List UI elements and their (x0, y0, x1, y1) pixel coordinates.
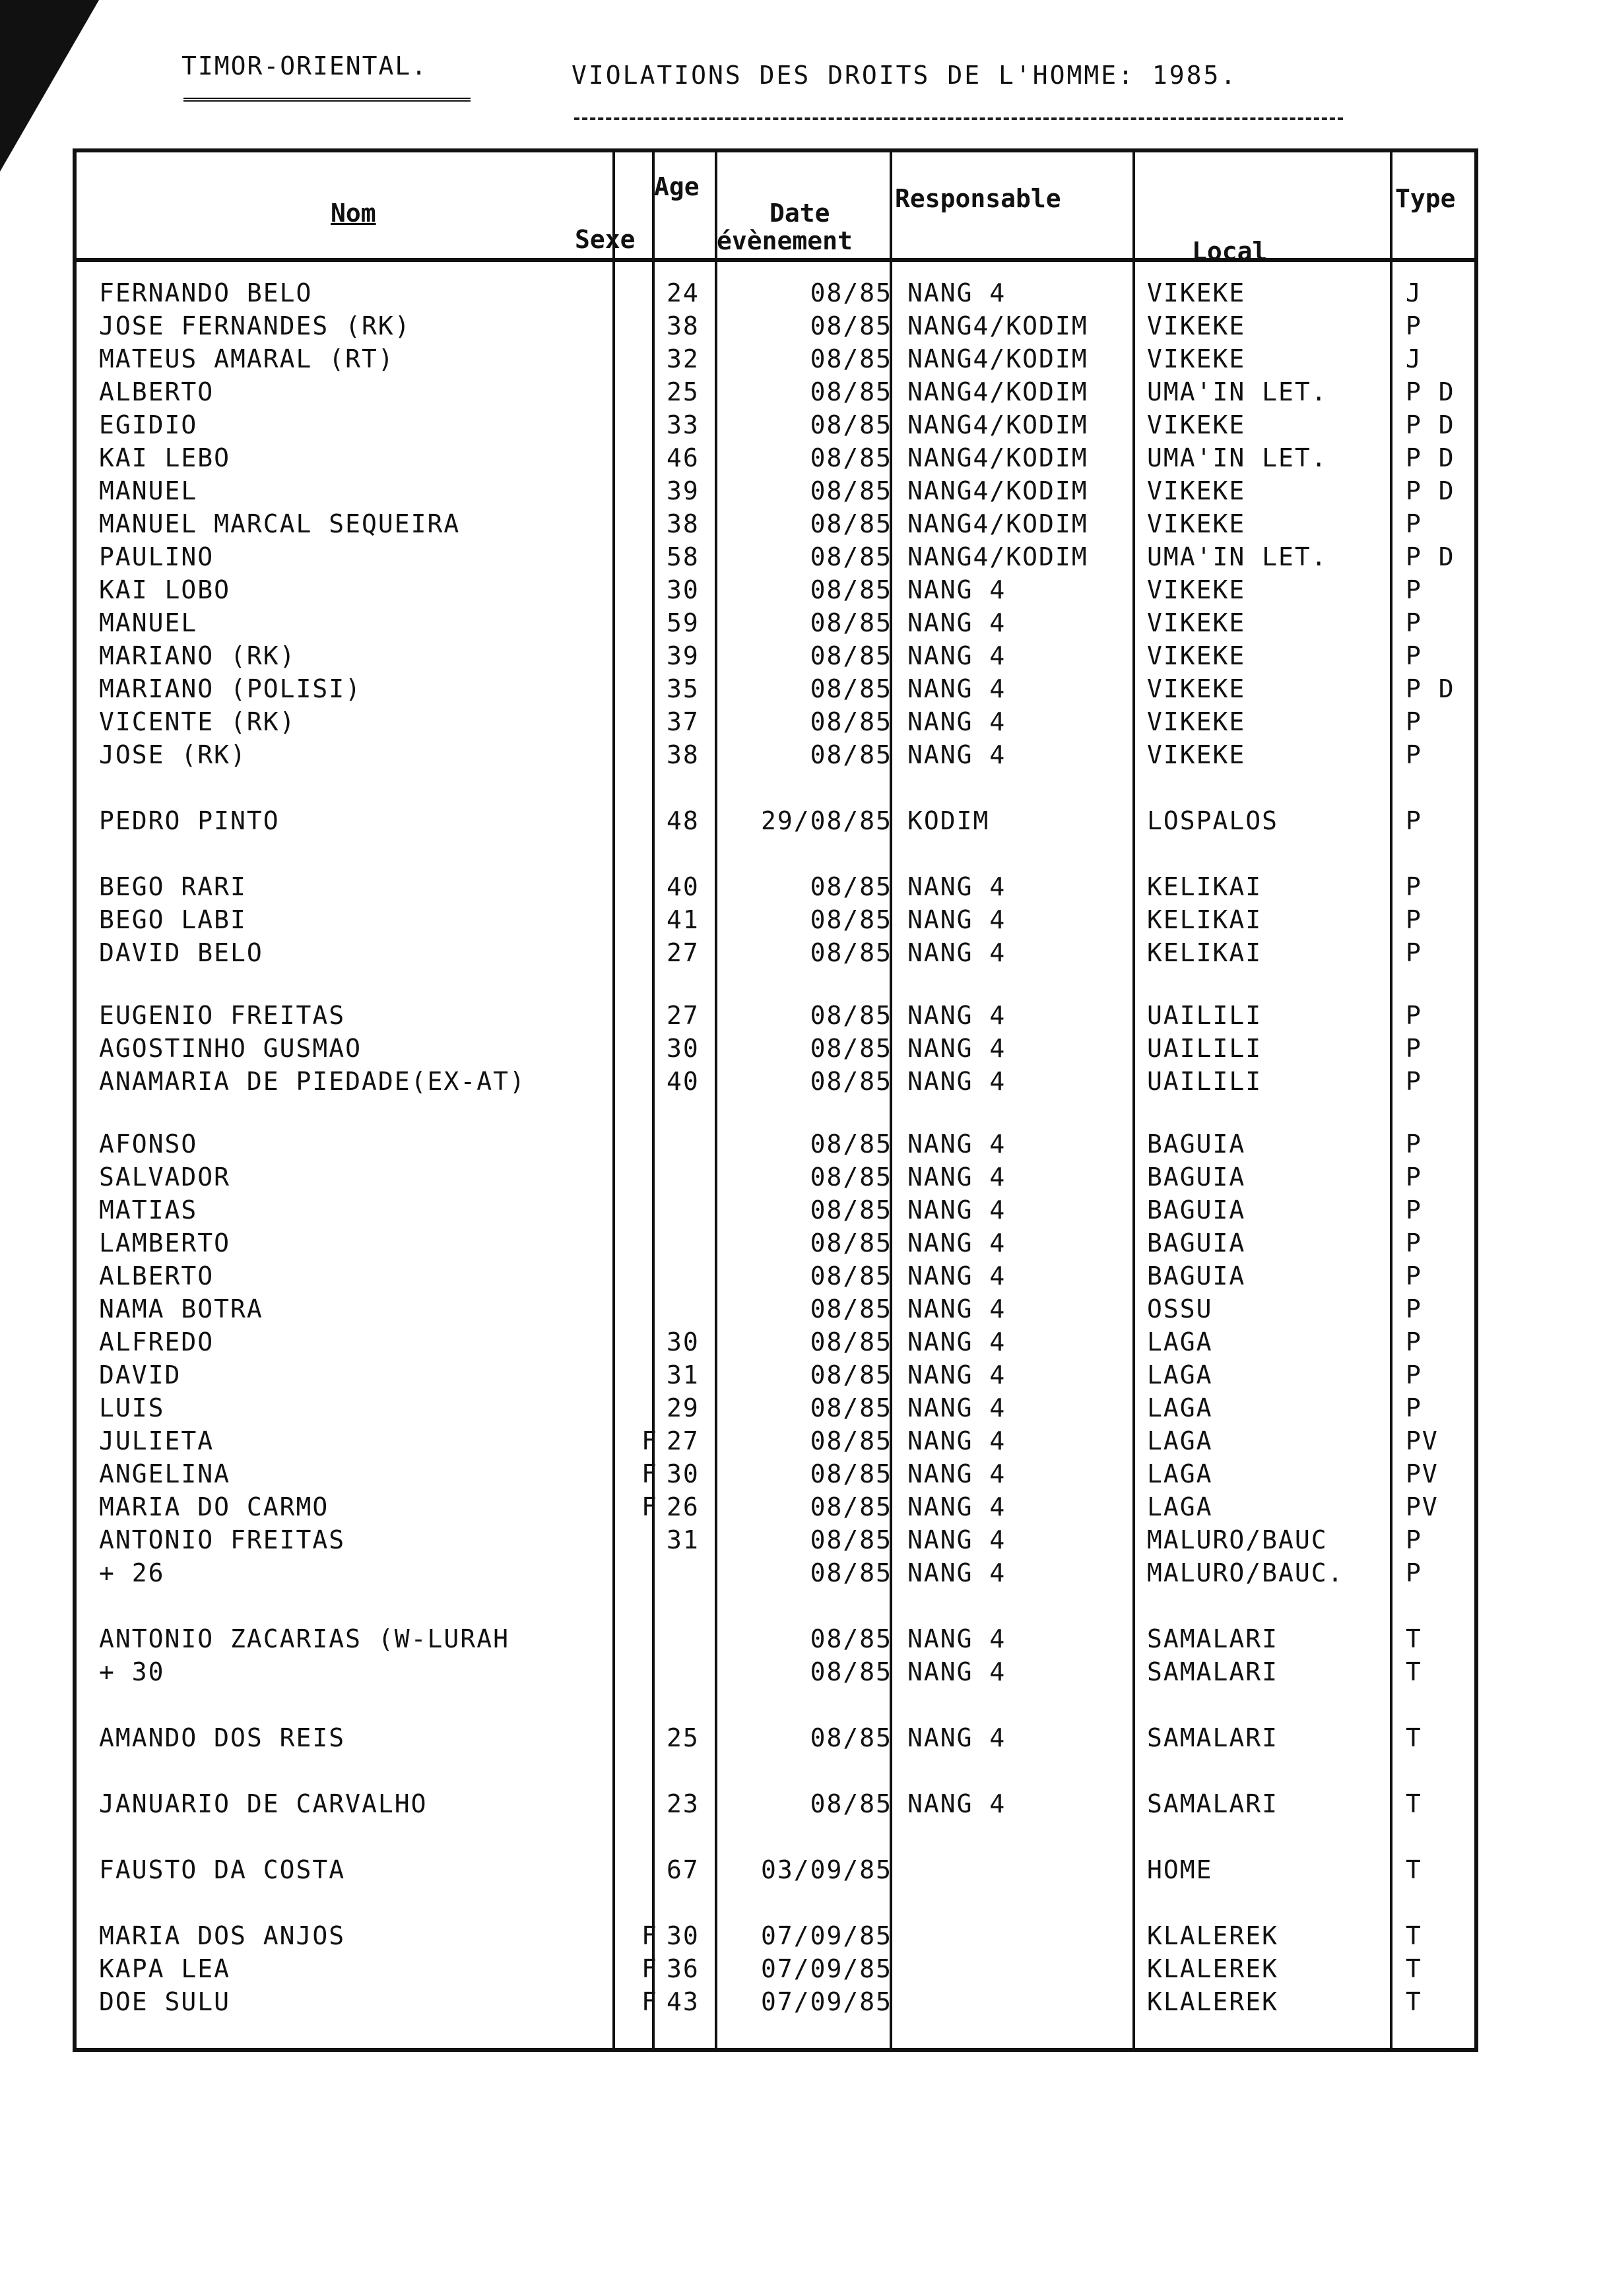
row-name: MARIA DOS ANJOS (99, 1921, 346, 1950)
row-type: P D (1406, 542, 1455, 571)
row-date: 08/85 (810, 1163, 892, 1192)
row-date: 08/85 (810, 905, 892, 934)
row-local: SAMALARI (1147, 1723, 1279, 1752)
row-local: KLALEREK (1147, 1954, 1279, 1983)
row-name: ANTONIO ZACARIAS (W-LURAH (99, 1624, 509, 1653)
row-type: PV (1406, 1459, 1439, 1488)
row-date: 08/85 (810, 377, 892, 406)
row-type: P (1406, 1034, 1422, 1063)
row-responsable: NANG 4 (907, 1034, 1006, 1063)
row-local: KELIKAI (1147, 938, 1262, 967)
row-type: P (1406, 575, 1422, 604)
row-local: VIKEKE (1147, 608, 1246, 637)
row-local: BAGUIA (1147, 1261, 1246, 1291)
row-name: DAVID BELO (99, 938, 263, 967)
row-date: 08/85 (810, 1228, 892, 1258)
row-name: KAI LEBO (99, 443, 231, 472)
row-age: 46 (667, 443, 700, 472)
row-local: VIKEKE (1147, 641, 1246, 670)
row-date: 29/08/85 (760, 806, 892, 835)
row-local: KLALEREK (1147, 1921, 1279, 1950)
row-sex: F (641, 1987, 658, 2016)
row-responsable: NANG 4 (907, 1789, 1006, 1818)
row-name: BEGO RARI (99, 872, 247, 901)
row-type: J (1406, 278, 1422, 307)
row-name: PEDRO PINTO (99, 806, 280, 835)
row-type: T (1406, 1657, 1422, 1686)
row-responsable: NANG 4 (907, 1426, 1006, 1455)
row-date: 08/85 (810, 1034, 892, 1063)
row-date: 08/85 (810, 872, 892, 901)
row-responsable: NANG 4 (907, 608, 1006, 637)
row-name: FAUSTO DA COSTA (99, 1855, 346, 1884)
row-date: 08/85 (810, 608, 892, 637)
row-age: 48 (667, 806, 700, 835)
row-name: MATEUS AMARAL (RT) (99, 344, 395, 373)
title-underline (183, 98, 471, 104)
row-age: 30 (667, 575, 700, 604)
row-name: EUGENIO FREITAS (99, 1001, 346, 1030)
row-name: EGIDIO (99, 410, 198, 439)
row-name: ALBERTO (99, 377, 214, 406)
row-date: 08/85 (810, 1789, 892, 1818)
row-date: 08/85 (810, 1393, 892, 1422)
row-date: 08/85 (810, 1360, 892, 1389)
row-local: VIKEKE (1147, 278, 1246, 307)
column-divider-sexe (652, 152, 655, 2048)
column-divider-responsable (1132, 152, 1135, 2048)
row-date: 08/85 (810, 1558, 892, 1587)
row-date: 08/85 (810, 1723, 892, 1752)
row-type: P (1406, 872, 1422, 901)
row-local: LAGA (1147, 1327, 1213, 1356)
row-name: ALBERTO (99, 1261, 214, 1291)
row-name: JOSE FERNANDES (RK) (99, 311, 411, 340)
row-date: 08/85 (810, 1492, 892, 1521)
row-name: KAPA LEA (99, 1954, 231, 1983)
row-local: HOME (1147, 1855, 1213, 1884)
row-date: 08/85 (810, 311, 892, 340)
row-date: 08/85 (810, 1294, 892, 1323)
row-local: KLALEREK (1147, 1987, 1279, 2016)
row-type: PV (1406, 1426, 1439, 1455)
row-age: 27 (667, 938, 700, 967)
row-type: P (1406, 740, 1422, 769)
row-local: VIKEKE (1147, 509, 1246, 538)
row-responsable: NANG 4 (907, 707, 1006, 736)
row-name: MARIANO (RK) (99, 641, 296, 670)
row-type: P (1406, 1130, 1422, 1159)
row-local: LOSPALOS (1147, 806, 1279, 835)
row-local: LAGA (1147, 1459, 1213, 1488)
row-local: SAMALARI (1147, 1624, 1279, 1653)
row-name: ANAMARIA DE PIEDADE(EX-AT) (99, 1067, 526, 1096)
row-responsable: NANG4/KODIM (907, 476, 1088, 505)
row-age: 67 (667, 1855, 700, 1884)
row-sex: F (641, 1492, 658, 1521)
row-date: 08/85 (810, 1327, 892, 1356)
row-responsable: NANG 4 (907, 1558, 1006, 1587)
row-name: MARIA DO CARMO (99, 1492, 329, 1521)
row-age: 24 (667, 278, 700, 307)
document-title: TIMOR-ORIENTAL. (181, 51, 428, 80)
row-local: VIKEKE (1147, 476, 1246, 505)
column-header-sexe: Sexe (575, 225, 636, 254)
row-date: 08/85 (810, 641, 892, 670)
row-responsable: NANG 4 (907, 1525, 1006, 1554)
row-local: BAGUIA (1147, 1196, 1246, 1225)
row-name: DAVID (99, 1360, 181, 1389)
row-responsable: NANG 4 (907, 1360, 1006, 1389)
row-type: T (1406, 1954, 1422, 1983)
row-date: 03/09/85 (760, 1855, 892, 1884)
row-responsable: NANG 4 (907, 872, 1006, 901)
row-name: BEGO LABI (99, 905, 247, 934)
row-responsable: NANG4/KODIM (907, 311, 1088, 340)
row-age: 39 (667, 476, 700, 505)
row-local: LAGA (1147, 1360, 1213, 1389)
row-type: P (1406, 1196, 1422, 1225)
row-age: 33 (667, 410, 700, 439)
row-name: + 26 (99, 1558, 165, 1587)
row-type: P (1406, 1228, 1422, 1258)
row-age: 30 (667, 1921, 700, 1950)
row-type: P (1406, 1525, 1422, 1554)
row-date: 08/85 (810, 410, 892, 439)
row-date: 07/09/85 (760, 1987, 892, 2016)
row-name: LAMBERTO (99, 1228, 231, 1258)
row-age: 31 (667, 1525, 700, 1554)
row-responsable: NANG 4 (907, 674, 1006, 703)
row-date: 08/85 (810, 1624, 892, 1653)
row-date: 08/85 (810, 740, 892, 769)
row-date: 08/85 (810, 1261, 892, 1291)
row-age: 25 (667, 377, 700, 406)
row-date: 07/09/85 (760, 1954, 892, 1983)
row-type: P (1406, 1163, 1422, 1192)
row-age: 29 (667, 1393, 700, 1422)
row-local: UAILILI (1147, 1034, 1262, 1063)
row-type: P (1406, 1001, 1422, 1030)
row-type: P (1406, 1558, 1422, 1587)
row-date: 08/85 (810, 1001, 892, 1030)
row-type: P (1406, 938, 1422, 967)
row-responsable: NANG 4 (907, 1067, 1006, 1096)
row-date: 08/85 (810, 1067, 892, 1096)
row-responsable: NANG 4 (907, 1393, 1006, 1422)
column-divider-age (715, 152, 717, 2048)
row-local: BAGUIA (1147, 1130, 1246, 1159)
row-date: 08/85 (810, 542, 892, 571)
row-type: P D (1406, 443, 1455, 472)
row-age: 59 (667, 608, 700, 637)
row-responsable: NANG 4 (907, 938, 1006, 967)
row-name: JULIETA (99, 1426, 214, 1455)
row-name: PAULINO (99, 542, 214, 571)
row-age: 30 (667, 1034, 700, 1063)
row-age: 23 (667, 1789, 700, 1818)
row-name: JANUARIO DE CARVALHO (99, 1789, 428, 1818)
row-type: P (1406, 509, 1422, 538)
row-local: LAGA (1147, 1492, 1213, 1521)
row-responsable: NANG4/KODIM (907, 443, 1088, 472)
row-type: P D (1406, 476, 1455, 505)
row-local: MALURO/BAUC. (1147, 1558, 1344, 1587)
row-type: P (1406, 1261, 1422, 1291)
row-type: P (1406, 608, 1422, 637)
row-age: 38 (667, 311, 700, 340)
row-type: T (1406, 1921, 1422, 1950)
row-responsable: NANG 4 (907, 575, 1006, 604)
row-local: VIKEKE (1147, 707, 1246, 736)
row-age: 32 (667, 344, 700, 373)
row-date: 08/85 (810, 1657, 892, 1686)
row-date: 08/85 (810, 1459, 892, 1488)
row-name: + 30 (99, 1657, 165, 1686)
row-local: SAMALARI (1147, 1789, 1279, 1818)
row-local: VIKEKE (1147, 575, 1246, 604)
row-type: P D (1406, 674, 1455, 703)
row-type: P (1406, 311, 1422, 340)
row-type: P (1406, 1393, 1422, 1422)
row-type: P (1406, 1067, 1422, 1096)
row-date: 08/85 (810, 707, 892, 736)
row-date: 08/85 (810, 443, 892, 472)
row-date: 08/85 (810, 1130, 892, 1159)
row-responsable: NANG 4 (907, 1001, 1006, 1030)
row-responsable: NANG 4 (907, 1130, 1006, 1159)
row-type: P (1406, 641, 1422, 670)
row-type: T (1406, 1789, 1422, 1818)
row-local: KELIKAI (1147, 905, 1262, 934)
scan-corner-mark (0, 0, 99, 172)
row-name: AFONSO (99, 1130, 198, 1159)
row-age: 58 (667, 542, 700, 571)
row-name: LUIS (99, 1393, 165, 1422)
row-age: 26 (667, 1492, 700, 1521)
row-name: MARIANO (POLISI) (99, 674, 362, 703)
row-local: VIKEKE (1147, 311, 1246, 340)
row-name: JOSE (RK) (99, 740, 247, 769)
row-type: T (1406, 1723, 1422, 1752)
column-header-type: Type (1395, 184, 1456, 213)
row-date: 08/85 (810, 278, 892, 307)
row-date: 08/85 (810, 344, 892, 373)
row-responsable: NANG 4 (907, 905, 1006, 934)
row-date: 08/85 (810, 674, 892, 703)
row-local: BAGUIA (1147, 1163, 1246, 1192)
row-local: VIKEKE (1147, 344, 1246, 373)
row-date: 08/85 (810, 938, 892, 967)
row-responsable: NANG 4 (907, 1228, 1006, 1258)
column-header-age: Age (654, 172, 700, 201)
row-local: BAGUIA (1147, 1228, 1246, 1258)
row-name: AGOSTINHO GUSMAO (99, 1034, 362, 1063)
row-age: 31 (667, 1360, 700, 1389)
row-responsable: NANG 4 (907, 1624, 1006, 1653)
row-type: J (1406, 344, 1422, 373)
row-name: ANTONIO FREITAS (99, 1525, 346, 1554)
row-date: 08/85 (810, 1196, 892, 1225)
row-responsable: NANG 4 (907, 1196, 1006, 1225)
row-age: 38 (667, 740, 700, 769)
row-age: 41 (667, 905, 700, 934)
row-name: DOE SULU (99, 1987, 231, 2016)
row-responsable: NANG4/KODIM (907, 509, 1088, 538)
row-name: ANGELINA (99, 1459, 231, 1488)
row-responsable: NANG 4 (907, 1657, 1006, 1686)
row-age: 30 (667, 1327, 700, 1356)
row-local: UAILILI (1147, 1067, 1262, 1096)
row-local: MALURO/BAUC (1147, 1525, 1328, 1554)
row-date: 08/85 (810, 1426, 892, 1455)
row-date: 08/85 (810, 575, 892, 604)
column-header-responsable: Responsable (895, 184, 1061, 213)
row-sex: F (641, 1921, 658, 1950)
row-age: 40 (667, 872, 700, 901)
row-local: SAMALARI (1147, 1657, 1279, 1686)
row-type: T (1406, 1855, 1422, 1884)
row-age: 35 (667, 674, 700, 703)
row-name: MANUEL (99, 608, 198, 637)
row-name: ALFREDO (99, 1327, 214, 1356)
row-responsable: NANG 4 (907, 1327, 1006, 1356)
row-name: SALVADOR (99, 1163, 231, 1192)
row-sex: F (641, 1459, 658, 1488)
column-divider-local (1390, 152, 1392, 2048)
row-age: 30 (667, 1459, 700, 1488)
row-type: P (1406, 1327, 1422, 1356)
row-name: MANUEL (99, 476, 198, 505)
row-local: UMA'IN LET. (1147, 443, 1328, 472)
row-age: 27 (667, 1001, 700, 1030)
row-responsable: KODIM (907, 806, 990, 835)
row-age: 43 (667, 1987, 700, 2016)
row-date: 08/85 (810, 509, 892, 538)
row-type: P (1406, 1360, 1422, 1389)
row-name: KAI LOBO (99, 575, 231, 604)
row-local: UAILILI (1147, 1001, 1262, 1030)
row-age: 25 (667, 1723, 700, 1752)
row-responsable: NANG 4 (907, 740, 1006, 769)
row-type: P (1406, 707, 1422, 736)
column-header-date: Date (770, 199, 830, 228)
row-name: AMANDO DOS REIS (99, 1723, 346, 1752)
row-local: KELIKAI (1147, 872, 1262, 901)
row-type: P D (1406, 377, 1455, 406)
row-date: 07/09/85 (760, 1921, 892, 1950)
subtitle-underline (574, 117, 1343, 120)
row-local: UMA'IN LET. (1147, 377, 1328, 406)
row-responsable: NANG4/KODIM (907, 542, 1088, 571)
row-responsable: NANG 4 (907, 278, 1006, 307)
row-date: 08/85 (810, 1525, 892, 1554)
row-local: LAGA (1147, 1426, 1213, 1455)
row-age: 40 (667, 1067, 700, 1096)
row-responsable: NANG 4 (907, 1261, 1006, 1291)
row-responsable: NANG4/KODIM (907, 377, 1088, 406)
row-local: VIKEKE (1147, 410, 1246, 439)
row-local: LAGA (1147, 1393, 1213, 1422)
row-local: VIKEKE (1147, 674, 1246, 703)
document-subtitle: VIOLATIONS DES DROITS DE L'HOMME: 1985. (572, 61, 1238, 90)
row-type: PV (1406, 1492, 1439, 1521)
row-name: VICENTE (RK) (99, 707, 296, 736)
row-type: P D (1406, 410, 1455, 439)
row-responsable: NANG 4 (907, 1294, 1006, 1323)
row-age: 37 (667, 707, 700, 736)
column-header-date-line2: évènement (717, 226, 853, 255)
row-sex: F (641, 1954, 658, 1983)
row-responsable: NANG 4 (907, 641, 1006, 670)
row-name: MATIAS (99, 1196, 198, 1225)
row-type: P (1406, 1294, 1422, 1323)
row-type: T (1406, 1987, 1422, 2016)
row-age: 27 (667, 1426, 700, 1455)
row-responsable: NANG4/KODIM (907, 410, 1088, 439)
row-type: T (1406, 1624, 1422, 1653)
row-local: OSSU (1147, 1294, 1213, 1323)
row-name: NAMA BOTRA (99, 1294, 263, 1323)
column-divider-nom (612, 152, 615, 2048)
row-responsable: NANG 4 (907, 1492, 1006, 1521)
row-age: 38 (667, 509, 700, 538)
row-responsable: NANG 4 (907, 1163, 1006, 1192)
row-type: P (1406, 905, 1422, 934)
column-header-local: Local (1192, 237, 1268, 266)
row-local: UMA'IN LET. (1147, 542, 1328, 571)
row-responsable: NANG 4 (907, 1723, 1006, 1752)
row-type: P (1406, 806, 1422, 835)
row-age: 39 (667, 641, 700, 670)
row-responsable: NANG4/KODIM (907, 344, 1088, 373)
row-responsable: NANG 4 (907, 1459, 1006, 1488)
row-name: MANUEL MARCAL SEQUEIRA (99, 509, 461, 538)
row-age: 36 (667, 1954, 700, 1983)
row-sex: F (641, 1426, 658, 1455)
row-name: FERNANDO BELO (99, 278, 313, 307)
row-date: 08/85 (810, 476, 892, 505)
column-header-nom: Nom (331, 199, 376, 228)
row-local: VIKEKE (1147, 740, 1246, 769)
